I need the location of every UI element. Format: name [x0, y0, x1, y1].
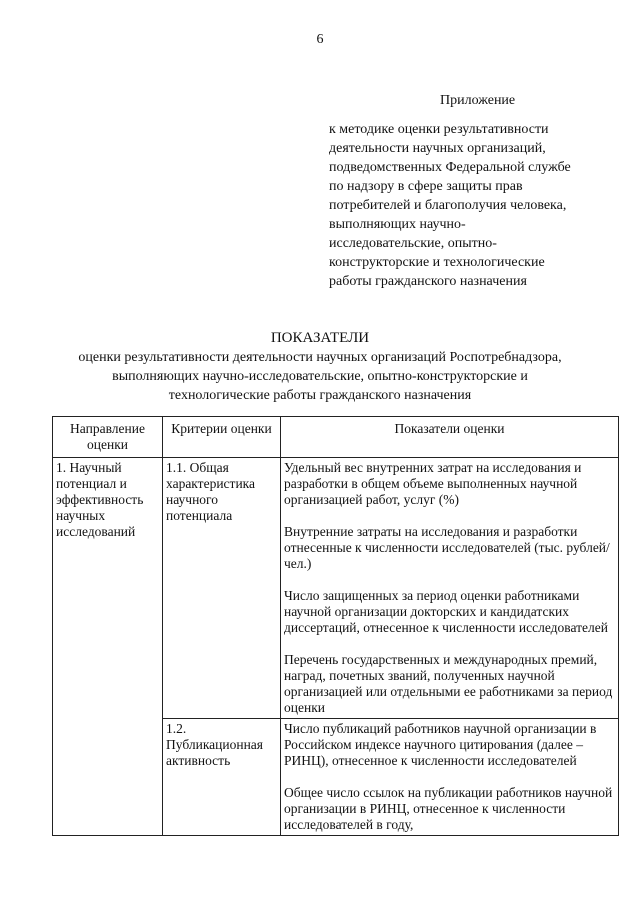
appendix-line: конструкторские и технологические: [329, 255, 545, 270]
indicators-cell: [281, 458, 619, 719]
page-number: 6: [316, 32, 324, 47]
subheading-line: оценки результативности деятельности научных организаций Роспотребнадзора,: [78, 350, 562, 365]
indicator-item: Общее число ссылок на публикации работников научной организации в РИНЦ, отнесенное к численности исследователей в году,: [284, 785, 613, 832]
indicator-item: Внутренние затраты на исследования и разработки отнесенные к численности исследователей (тыс. рублей/чел.): [284, 524, 610, 571]
appendix-line: работы гражданского назначения: [329, 274, 527, 289]
document-heading: ПОКАЗАТЕЛИ: [270, 330, 370, 346]
appendix-line: подведомственных Федеральной службе: [329, 160, 571, 175]
table-row: [53, 458, 619, 719]
appendix-line: потребителей и благополучия человека,: [329, 198, 567, 213]
criterion-cell: 1.2. Публикационная активность: [163, 719, 281, 836]
appendix-caption: [329, 120, 619, 291]
criterion-cell: 1.1. Общая характеристика научного потенциала: [163, 458, 281, 719]
header-direction: Направление оценки: [53, 417, 163, 458]
indicator-item: Перечень государственных и международных премий, наград, почетных званий, полученных научной организацией или отдельными ее работниками за период оценки: [284, 652, 613, 715]
header-indicators: Показатели оценки: [281, 417, 619, 458]
indicator-item: Удельный вес внутренних затрат на исследования и разработки в общем объеме выполненных научной организацией работ, услуг (%): [284, 460, 582, 507]
indicator-item: Число публикаций работников научной организации в Российском индексе научного цитирования (далее – РИНЦ), отнесенное к численности исследователей: [284, 721, 597, 768]
indicators-cell: [281, 719, 619, 836]
subheading-line: выполняющих научно-исследовательские, опытно-конструкторские и: [112, 369, 528, 384]
header-criteria: Критерии оценки: [163, 417, 281, 458]
appendix-line: выполняющих научно-: [329, 217, 466, 232]
appendix-line: исследовательские, опытно-: [329, 236, 497, 251]
indicators-table: [52, 416, 619, 836]
appendix-line: деятельности научных организаций,: [329, 141, 546, 156]
appendix-title: Приложение: [440, 93, 516, 108]
table-header-row: [53, 417, 619, 458]
document-subheading: [40, 348, 600, 405]
appendix-line: по надзору в сфере защиты прав: [329, 179, 523, 194]
subheading-line: технологические работы гражданского назначения: [168, 388, 472, 403]
direction-cell: 1. Научный потенциал и эффективность научных исследований: [53, 458, 163, 836]
indicator-item: Число защищенных за период оценки работниками научной организации докторских и кандидатских диссертаций, отнесенное к численности исследователей: [284, 588, 608, 635]
appendix-line: к методике оценки результативности: [329, 122, 549, 137]
